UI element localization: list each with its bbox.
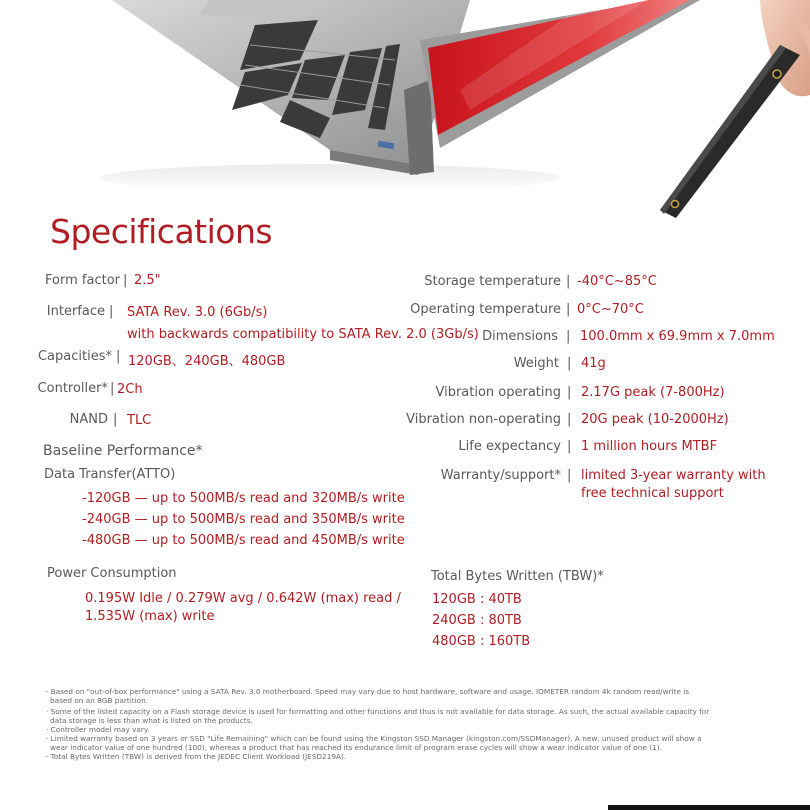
spec-label-controller: Controller* [37, 381, 108, 396]
page-title: Specifications [50, 212, 273, 251]
separator: | [566, 329, 571, 344]
spec-label-interface: Interface [46, 304, 105, 319]
spec-label-life-expectancy: Life expectancy [458, 439, 561, 454]
spec-label-vibration-non-operating: Vibration non-operating [406, 412, 561, 427]
spec-value-vibration-operating: 2.17G peak (7-800Hz) [581, 385, 725, 400]
footnote-line: · Total Bytes Written (TBW) is derived from the JEDEC Client Workload (JESD219A). [46, 752, 347, 761]
spec-label-nand: NAND [69, 412, 108, 427]
power-line: 0.195W Idle / 0.279W avg / 0.642W (max) read / [85, 591, 401, 606]
list-item: -480GB — up to 500MB/s read and 450MB/s write [82, 533, 405, 548]
footnote-line: · Limited warranty based on 3 years or SSD "Life Remaining" which can be found using the Kingston SSD Manager (kingston.com/SSDManager). A new, unused product will show a [46, 734, 702, 743]
separator: | [566, 274, 571, 289]
spec-value-weight: 41g [581, 356, 606, 371]
separator: | [116, 349, 121, 364]
list-item: 120GB : 40TB [432, 592, 522, 607]
spec-value-controller: 2Ch [117, 382, 143, 397]
spec-value-warranty-support: free technical support [581, 486, 724, 501]
footnote-line: · Based on "out-of-box performance" using a SATA Rev. 3.0 motherboard. Speed may vary due to host hardware, software and usage. IOMETER random 4k random read/write is [46, 687, 690, 696]
list-item: -120GB — up to 500MB/s read and 320MB/s write [82, 491, 405, 506]
spec-label-form-factor: Form factor [45, 273, 120, 288]
separator: | [110, 381, 115, 396]
separator: | [567, 356, 572, 371]
bottom-bar [608, 805, 810, 810]
hero-image [0, 0, 810, 225]
separator: | [113, 412, 118, 427]
spec-value-life-expectancy: 1 million hours MTBF [581, 439, 718, 454]
footnote-line: data storage is less than what is listed on the products. [50, 716, 253, 725]
spec-value-warranty: limited 3-year warranty with [581, 468, 766, 483]
footnote-line: · Some of the listed capacity on a Flash storage device is used for formatting and other functions and thus is not available for data storage. As such, the actual available capacity for [46, 707, 710, 716]
spec-value-operating-temp: 0°C~70°C [577, 302, 644, 317]
spec-value-interface-compat: with backwards compatibility to SATA Rev. 2.0 (3Gb/s) [127, 327, 479, 342]
spec-label-operating-temp: Operating temperature [410, 302, 561, 317]
separator: | [567, 439, 572, 454]
separator: | [109, 304, 114, 319]
baseline-subheading: Data Transfer(ATTO) [44, 467, 176, 482]
separator: | [566, 302, 571, 317]
spec-value-dimensions: 100.0mm x 69.9mm x 7.0mm [580, 329, 775, 344]
spec-label-dimensions: Dimensions [482, 329, 558, 344]
power-line: 1.535W (max) write [85, 609, 215, 624]
spec-label-storage-temp: Storage temperature [424, 274, 561, 289]
separator: | [567, 385, 572, 400]
separator: | [123, 273, 128, 288]
footnote-line: based on an 8GB partition. [50, 696, 149, 705]
separator: | [567, 412, 572, 427]
list-item: -240GB — up to 500MB/s read and 350MB/s write [82, 512, 405, 527]
spec-value-capacities: 120GB、240GB、480GB [128, 354, 286, 369]
spec-value-form-factor: 2.5" [134, 273, 161, 288]
footnotes [46, 687, 776, 761]
separator: | [567, 468, 572, 483]
spec-label-capacities: Capacities* [37, 349, 112, 364]
spec-label-vibration-operating: Vibration operating [435, 385, 561, 400]
spec-label-weight: Weight [513, 356, 559, 371]
footnote-line: · Controller model may vary. [46, 725, 150, 734]
spec-value-storage-temp: -40°C~85°C [577, 274, 657, 289]
spec-value-vibration-non-operating: 20G peak (10-2000Hz) [581, 412, 729, 427]
footnote-line: wear indicator value of one hundred (100), whereas a product that has reached its endurance limit of program erase cycles will show a wear indicator value of one (1). [50, 743, 662, 752]
tbw-heading: Total Bytes Written (TBW)* [431, 569, 604, 584]
baseline-heading: Baseline Performance* [43, 443, 203, 459]
power-heading: Power Consumption [47, 566, 177, 581]
list-item: 480GB : 160TB [432, 634, 531, 649]
spec-label-warranty: Warranty/support* [440, 468, 561, 483]
spec-value-nand: TLC [127, 413, 152, 428]
spec-value-interface: SATA Rev. 3.0 (6Gb/s) [127, 305, 268, 320]
list-item: 240GB : 80TB [432, 613, 522, 628]
